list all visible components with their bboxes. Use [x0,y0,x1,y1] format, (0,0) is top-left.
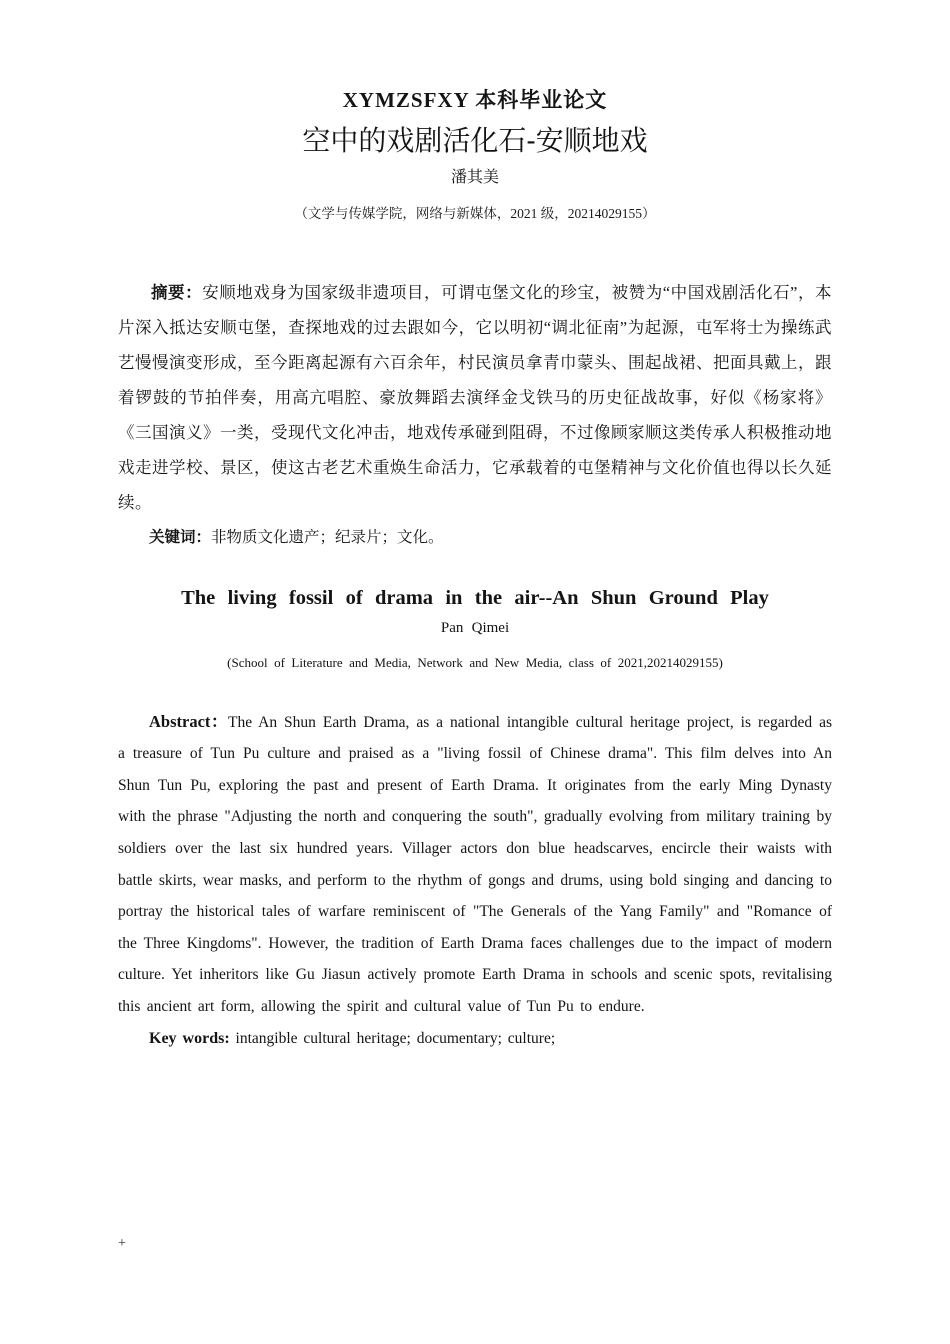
affiliation-english: (School of Literature and Media, Network and New Media, class of 2021,20214029155) [227,654,723,670]
thesis-title-chinese: 空中的戏剧活化石-安顺地戏 [302,125,648,157]
thesis-header-title: XYMZSFXY 本科毕业论文 [342,88,608,112]
affiliation-chinese: （文学与传媒学院，网络与新媒体，2021 级，20214029155） [294,205,656,221]
thesis-title-english: The living fossil of drama in the air--An Shun Ground Play [181,586,769,609]
author-name-chinese: 潘其美 [450,169,499,187]
keywords-label-chinese: 关键词： [149,528,212,546]
abstract-text-chinese: 安顺地戏身为国家级非遗项目，可谓屯堡文化的珍宝，被赞为“中国戏剧活化石”，本片深入抵达安顺屯堡，查探地戏的过去跟如今，它以明初“调北征南”为起源，屯军将士为操练武艺慢慢演变形成，至今距离起源有六百余年，村民演员拿青巾蒙头、围起战裙、把面具戴上，跟着锣鼓的节拍伴奏，用高亢唱腔、豪放舞蹈去演绎金戈铁马的历史征战故事，好似《杨家将》《三国演义》一类，受现代文化冲击，地戏传承碰到阻碍，不过像顾家顺这类传承人积极推动地戏走进学校、景区，使这古老艺术重焕生命活力，它承载着的屯堡精神与文化价值也得以长久延续。 [118,282,833,512]
keywords-line-chinese [118,520,832,555]
page-corner-mark: + [118,1236,126,1251]
abstract-text-english: The An Shun Earth Drama, as a national intangible cultural heritage project, is regarded as a treasure of Tun Pu culture and praised as a "living fossil of Chinese drama". This film delves into An Shun Tun Pu, exploring the past and present of Earth Drama. It originates from the early Ming Dynasty with the phrase "Adjusting the north and conquering the south", gradually evolving from military training by soldiers over the last six hundred years. Villager actors don blue headscarves, encircle their waists with battle skirts, wear masks, and perform to the rhythm of gongs and drums, using bold singing and dancing to portray the historical tales of warfare reminiscent of "The Generals of the Yang Family" and "Romance of the Three Kingdoms". However, the tradition of Earth Drama faces challenges due to the impact of modern culture. Yet inheritors like Gu Jiasun actively promote Earth Drama in schools and scenic spots, revitalising this ancient art form, allowing the spirit and cultural value of Tun Pu to endure. [118,713,833,1015]
keywords-line-english [118,1023,832,1055]
abstract-label-chinese: 摘要： [151,282,203,302]
keywords-label-english: Key words: [149,1029,230,1047]
abstract-paragraph-english [118,706,832,1023]
abstract-paragraph-chinese [118,275,832,520]
author-name-english: Pan Qimei [440,620,510,637]
keywords-text-chinese: 非物质文化遗产；纪录片；文化。 [211,528,444,546]
abstract-label-english: Abstract： [149,711,229,731]
keywords-text-english: intangible cultural heritage; documentary; culture; [229,1029,556,1047]
